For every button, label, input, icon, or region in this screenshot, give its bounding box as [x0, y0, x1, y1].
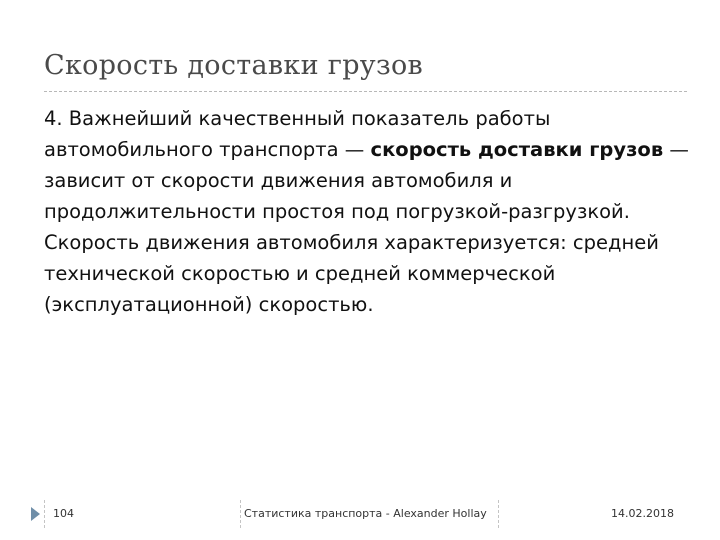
- page-number: 104: [53, 507, 74, 520]
- footer-date: 14.02.2018: [611, 507, 674, 520]
- title-divider: [44, 91, 687, 92]
- footer-title: Статистика транспорта - Alexander Hollay: [244, 507, 487, 520]
- body-text-bold: скорость доставки грузов: [370, 138, 664, 161]
- body-text-part2: — зависит от скорости движения автомобиля и продолжительности простоя под погрузкой-разгрузкой. Скорость движения автомобиля характеризуется: средней технической скоростью и средней коммерческой (эксплуатационной) скоростью.: [44, 138, 689, 316]
- footer-divider-center-left: [240, 500, 241, 528]
- slide-body: [44, 103, 694, 320]
- footer-divider-left: [44, 500, 45, 528]
- slide-title: Скорость доставки грузов: [44, 50, 424, 81]
- footer-arrow-icon: [31, 507, 40, 521]
- body-text-part1: 4. Важнейший качественный показатель работы автомобильного транспорта —: [44, 107, 551, 161]
- footer-divider-center-right: [498, 500, 499, 528]
